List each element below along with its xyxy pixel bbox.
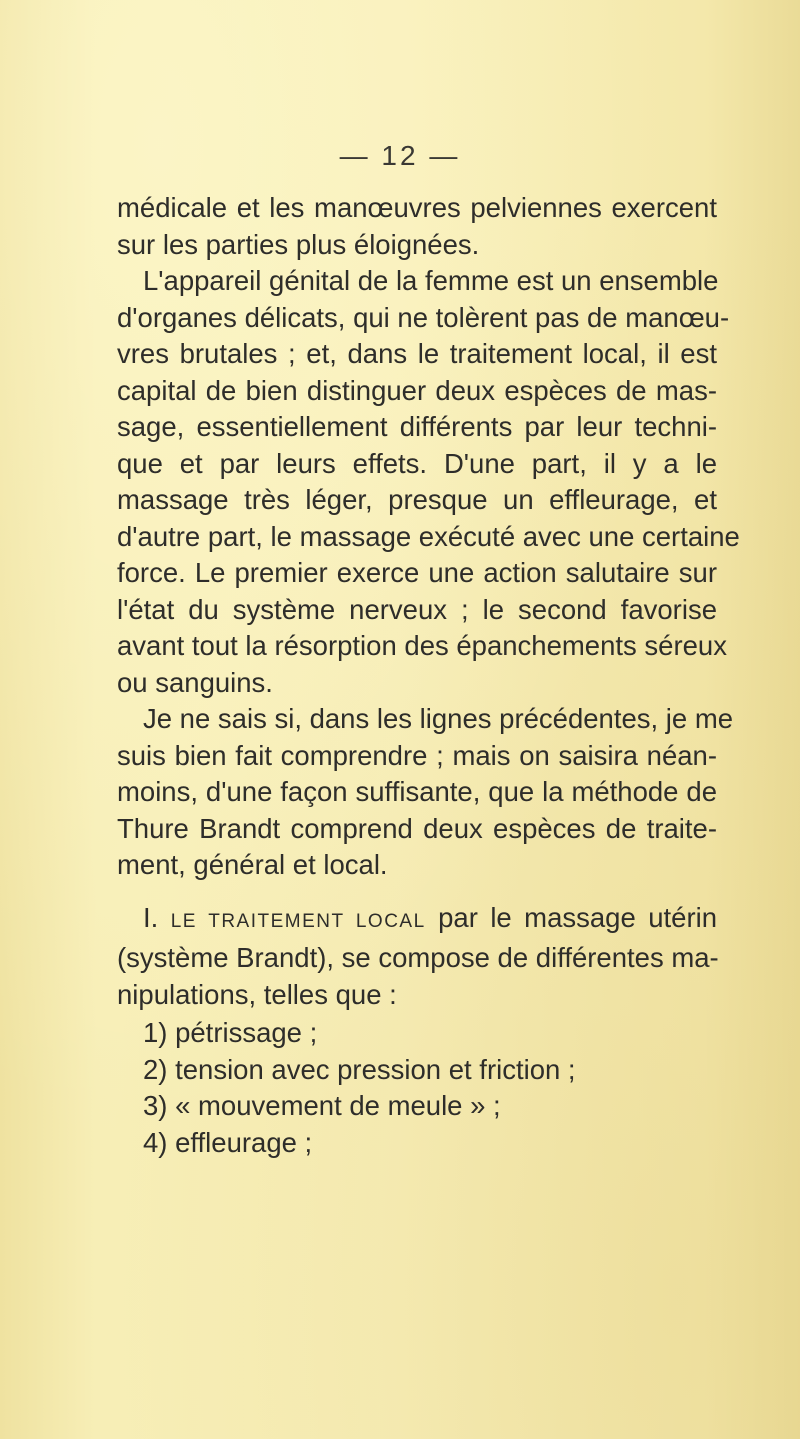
paragraph-2: [117, 263, 740, 701]
text-line: sage, essentiellement différents par leur techni-: [117, 411, 717, 442]
text-line: [117, 900, 717, 941]
paragraph-4: [117, 900, 717, 1014]
list-item: 3) « mouvement de meule » ;: [143, 1090, 501, 1121]
section-number: I.: [143, 901, 159, 933]
text-line: moins, d'une façon suffisante, que la méthode de: [117, 776, 717, 807]
paragraph-1: [117, 190, 717, 263]
list-item: 2) tension avec pression et friction ;: [143, 1053, 576, 1085]
section-spacer: [117, 884, 717, 900]
text-fragment: par le massage utérin: [438, 901, 718, 933]
manipulation-list: [117, 1015, 717, 1161]
list-item: 1) pétrissage ;: [143, 1017, 318, 1048]
section-heading-small-caps: LE TRAITEMENT LOCAL: [170, 910, 426, 932]
body-text: [117, 190, 740, 1161]
text-line: l'état du système nerveux ; le second favorise: [117, 593, 717, 625]
text-line: (système Brandt), se compose de différentes ma-: [117, 942, 719, 973]
text-line: L'appareil génital de la femme est un ensemble: [143, 265, 719, 296]
list-item: 4) effleurage ;: [143, 1126, 313, 1158]
text-line: Thure Brandt comprend deux espèces de traite-: [117, 812, 717, 844]
text-line: ou sanguins.: [117, 666, 273, 698]
text-line: ment, général et local.: [117, 849, 388, 880]
text-line: sur les parties plus éloignées.: [117, 228, 480, 260]
paragraph-3: [117, 701, 734, 884]
text-line: force. Le premier exerce une action salutaire sur: [117, 557, 717, 588]
text-line: capital de bien distinguer deux espèces de mas-: [117, 374, 717, 406]
text-line: médicale et les manœuvres pelviennes exercent: [117, 192, 717, 223]
text-line: que et par leurs effets. D'une part, il y a le: [117, 447, 717, 479]
text-line: massage très léger, presque un effleurage, et: [117, 484, 717, 515]
text-line: suis bien fait comprendre ; mais on saisira néan-: [117, 739, 717, 771]
text-line: avant tout la résorption des épanchements séreux: [117, 630, 727, 661]
text-line: d'organes délicats, qui ne tolèrent pas de manœu-: [117, 301, 730, 333]
text-line: nipulations, telles que :: [117, 978, 397, 1010]
page-number: — 12 —: [339, 140, 461, 171]
text-line: Je ne sais si, dans les lignes précédentes, je me: [143, 703, 734, 734]
text-line: d'autre part, le massage exécuté avec une certaine: [117, 520, 740, 552]
text-line: vres brutales ; et, dans le traitement local, il est: [117, 338, 717, 369]
